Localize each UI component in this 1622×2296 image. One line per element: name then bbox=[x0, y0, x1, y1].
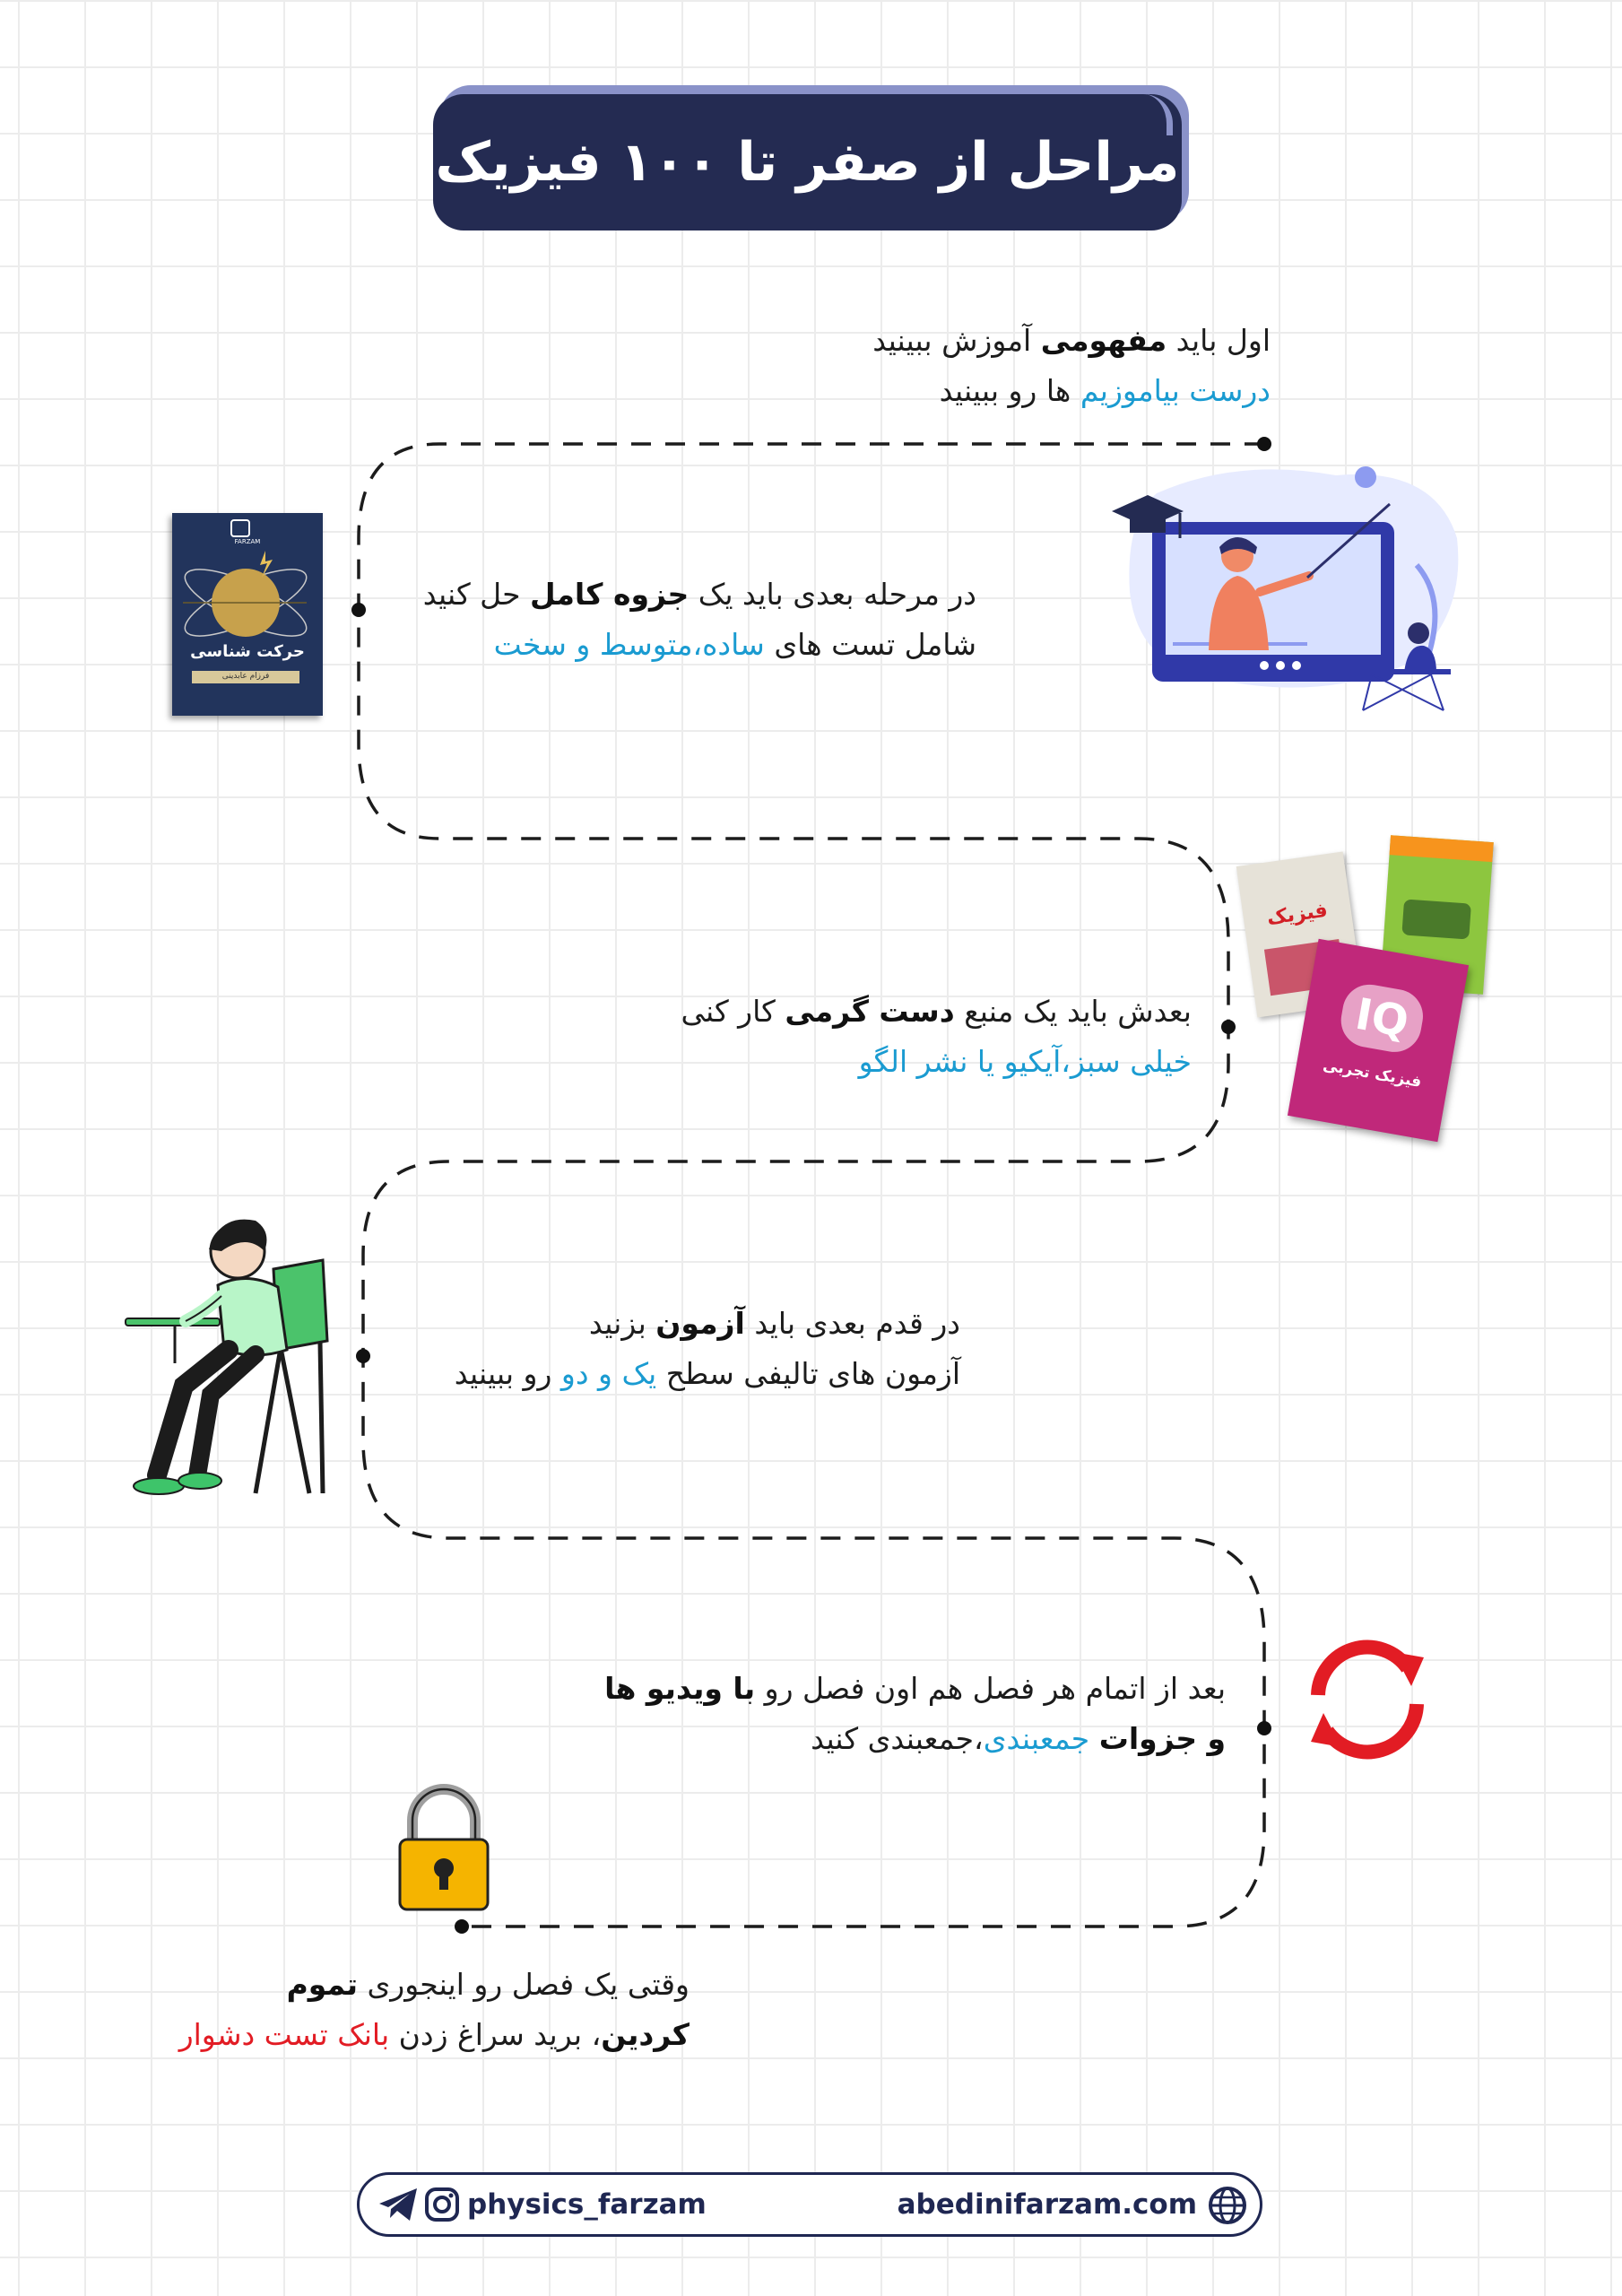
book-fizik-title: فیزیک bbox=[1265, 899, 1330, 930]
path-dot bbox=[1257, 437, 1271, 451]
book-cover bbox=[172, 513, 323, 716]
book-iq-title: فیزیک تجربی bbox=[1321, 1056, 1423, 1091]
step-6-text: وقتی یک فصل رو اینجوری تموم کردین، برید سراغ زدن بانک تست دشوار bbox=[178, 1967, 690, 2052]
step-5-text: بعد از اتمام هر فصل هم اون فصل رو با ویدیو ها و جزوات جمعبندی،جمعبندی کنید bbox=[604, 1671, 1226, 1756]
path-dot bbox=[455, 1919, 469, 1934]
instagram-icon[interactable] bbox=[424, 2187, 460, 2222]
online-class-illustration bbox=[1103, 457, 1470, 718]
step-4-text: در قدم بعدی باید آزمون بزنید آزمون های تالیفی سطح یک و دو رو ببینید bbox=[454, 1306, 960, 1391]
page-title: مراحل از صفر تا ۱۰۰ فیزیک bbox=[435, 131, 1180, 194]
telegram-icon[interactable] bbox=[377, 2186, 419, 2223]
book-cover-title: حرکت شناسی bbox=[190, 642, 305, 661]
website-link[interactable]: abedinifarzam.com bbox=[897, 2188, 1197, 2221]
book-iq-badge: IQ bbox=[1337, 980, 1427, 1057]
step-3-text: بعدش باید یک منبع دست گرمی کار کنی خیلی سبز،آیکیو یا نشر الگو bbox=[681, 994, 1192, 1079]
student-illustration bbox=[121, 1206, 345, 1502]
path-dot bbox=[1257, 1721, 1271, 1735]
step-1-text: اول باید مفهومی آموزش ببینید درست بیاموزیم ها رو ببینید bbox=[872, 323, 1271, 408]
book-cover-brand: FARZAM bbox=[234, 538, 261, 545]
gear-icon bbox=[1355, 466, 1376, 488]
step-2-text: در مرحله بعدی باید یک جزوه کامل حل کنید شامل تست های ساده،متوسط و سخت bbox=[422, 577, 976, 662]
title-banner bbox=[433, 85, 1189, 230]
path-dot bbox=[1221, 1020, 1236, 1034]
footer-bar bbox=[357, 2172, 1262, 2237]
padlock-icon bbox=[395, 1780, 493, 1915]
books-stack bbox=[1237, 839, 1506, 1152]
refresh-cycle-icon bbox=[1300, 1632, 1435, 1767]
book-iq bbox=[1288, 939, 1469, 1142]
social-handle[interactable]: physics_farzam bbox=[467, 2188, 707, 2221]
globe-icon bbox=[1208, 2186, 1247, 2225]
book-cover-author: فرزام عابدینی bbox=[221, 672, 270, 681]
